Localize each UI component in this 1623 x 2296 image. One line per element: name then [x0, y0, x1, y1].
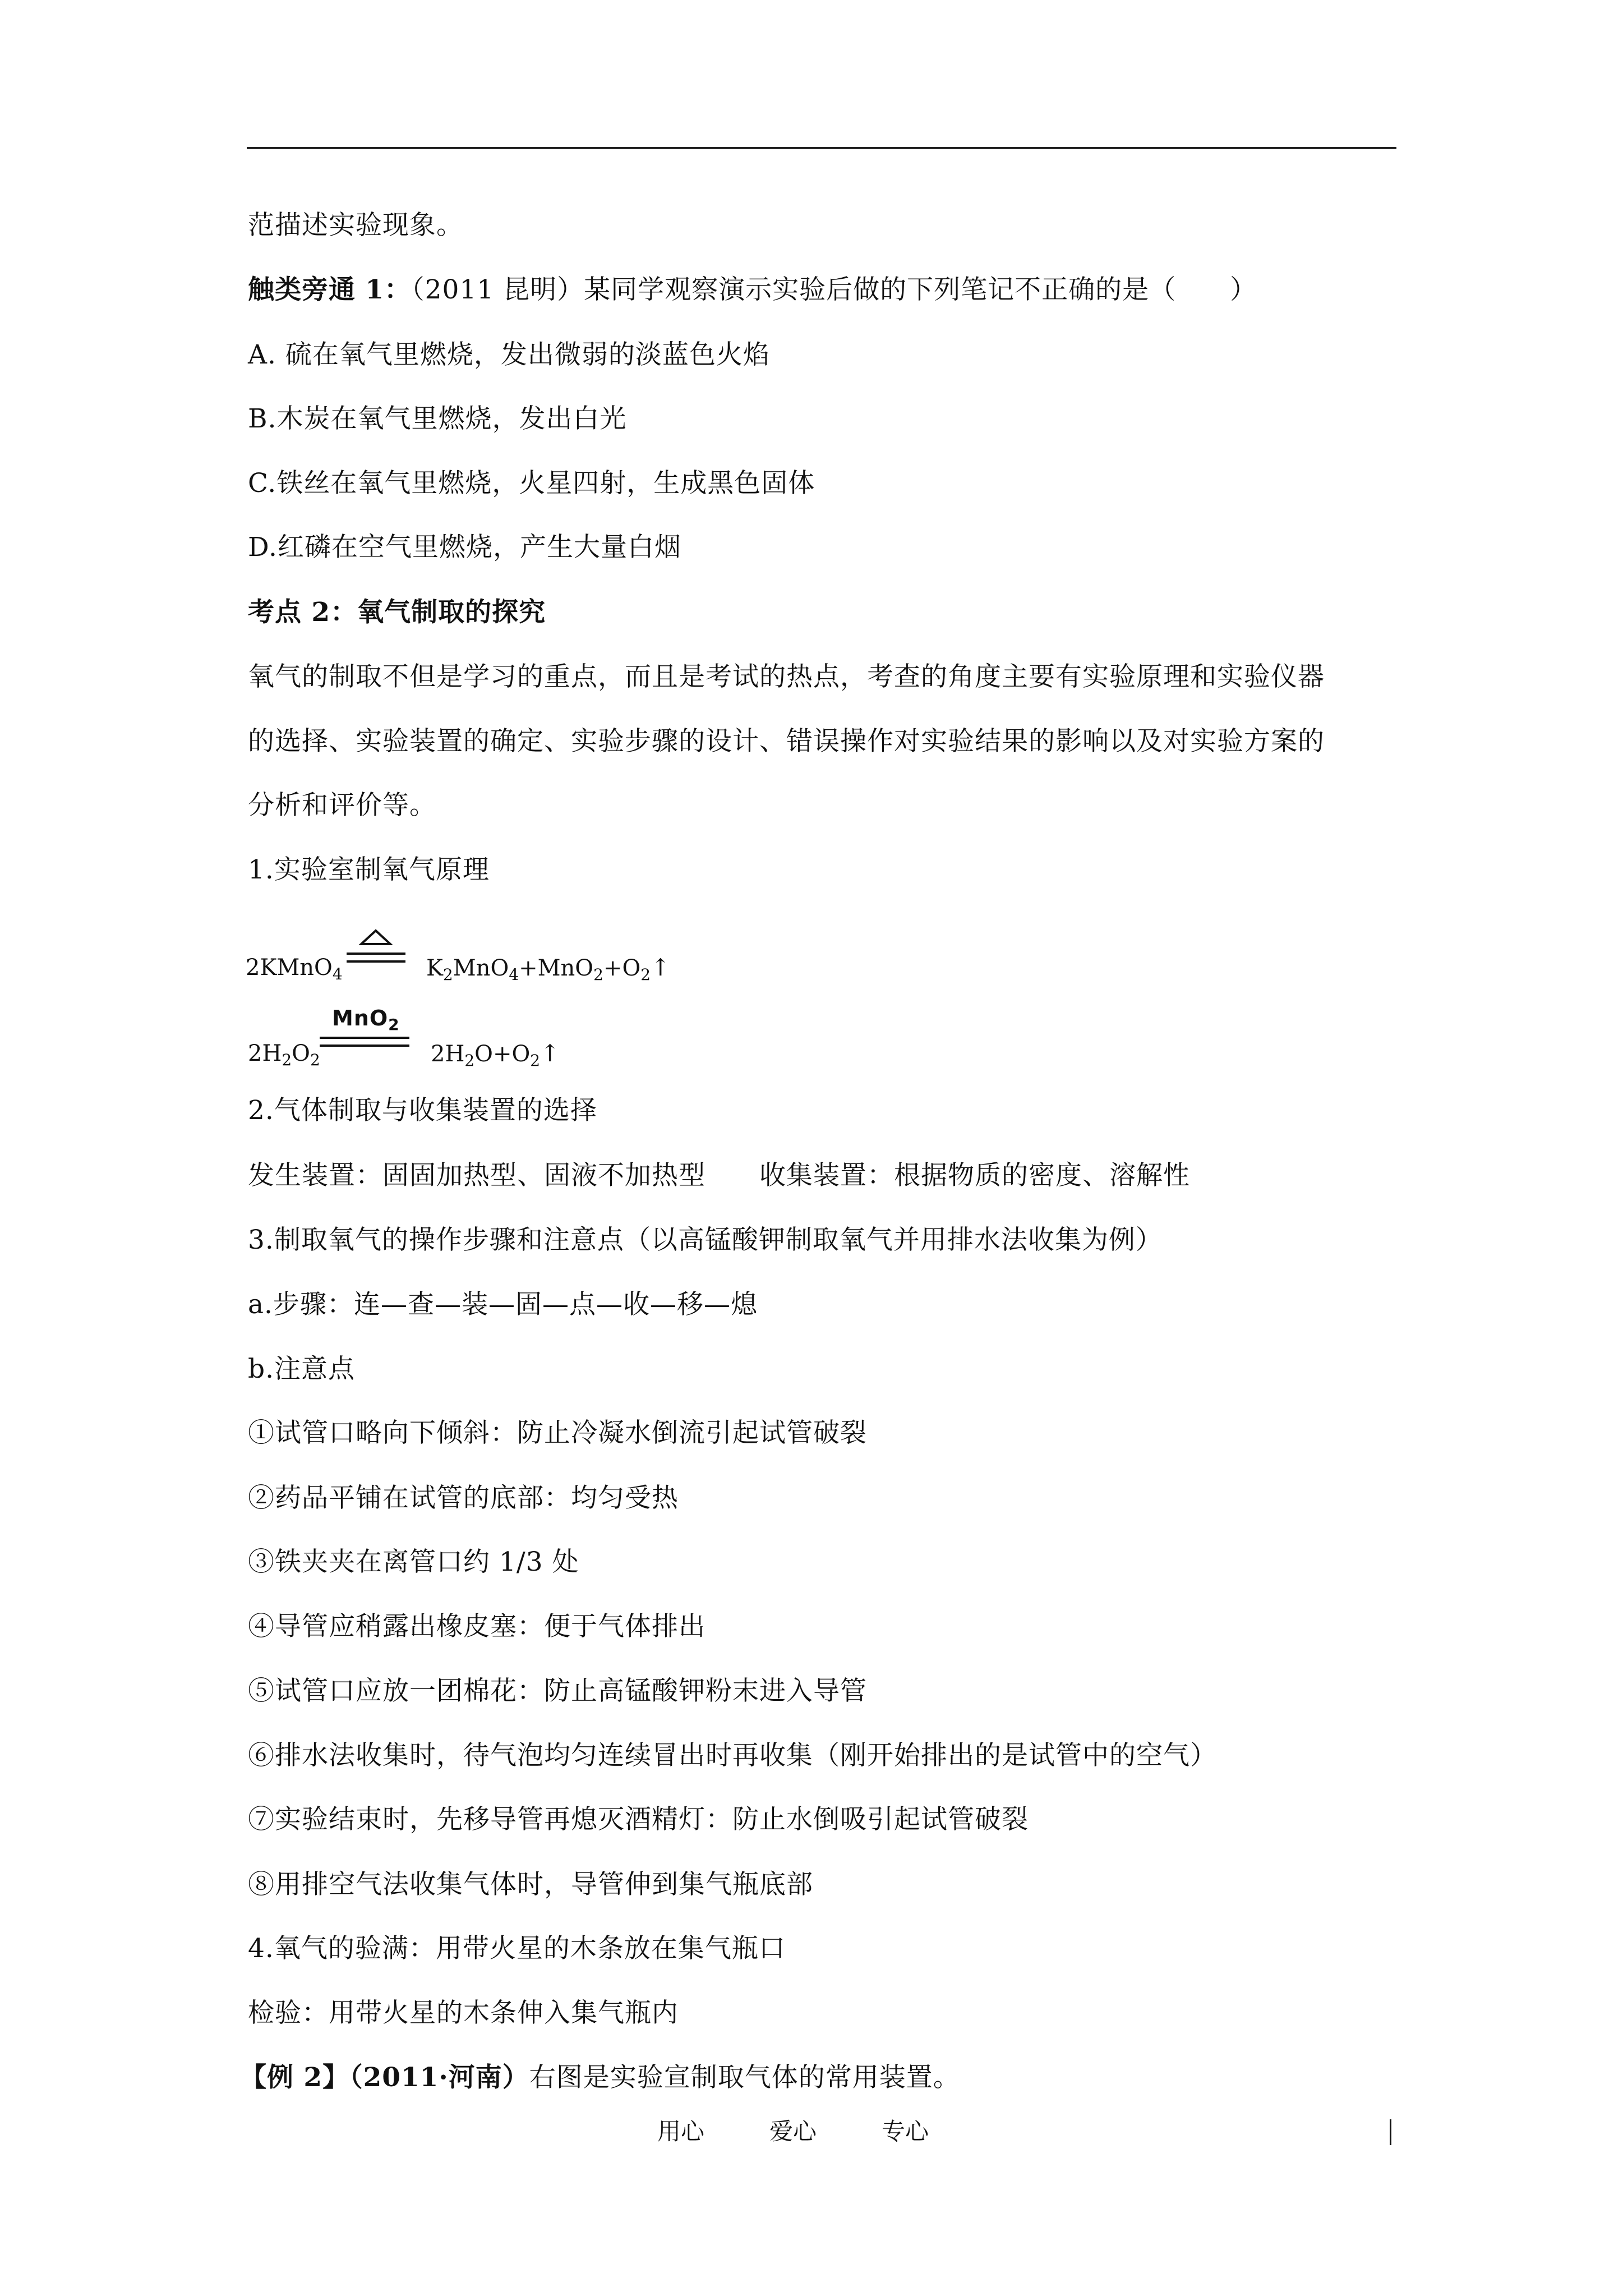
text-line: 范描述实验现象。 — [248, 210, 463, 241]
option-a: A. 硫在氧气里燃烧，发出微弱的淡蓝色火焰 — [248, 339, 770, 370]
list-item: ⑦实验结束时，先移导管再熄灭酒精灯：防止水倒吸引起试管破裂 — [248, 1804, 1029, 1835]
subheading: 3.制取氧气的操作步骤和注意点（以高锰酸钾制取氧气并用排水法收集为例） — [248, 1225, 1163, 1255]
option-c: C.铁丝在氧气里燃烧，火星四射，生成黑色固体 — [248, 468, 815, 499]
equals-line — [347, 960, 405, 963]
gas-up-arrow-icon: ↑ — [540, 1039, 560, 1067]
list-item: ①试管口略向下倾斜：防止冷凝水倒流引起试管破裂 — [248, 1418, 867, 1448]
section-heading: 考点 2：氧气制取的探究 — [248, 597, 546, 628]
equation-rhs: $2H_2O+O_2↑$ — [431, 1039, 560, 1070]
text-line: b.注意点 — [248, 1354, 356, 1384]
page-number-mark — [1390, 2119, 1391, 2145]
subheading: 1.实验室制氧气原理 — [248, 854, 490, 885]
list-item: ④导管应稍露出橡皮塞：便于气体排出 — [248, 1611, 706, 1642]
paragraph-line: 分析和评价等。 — [248, 790, 436, 821]
footer-text: 专心 — [882, 2118, 929, 2145]
example-text: 右图是实验宣制取气体的常用装置。 — [529, 2062, 960, 2093]
heat-triangle-icon — [359, 928, 393, 946]
exercise-question: （2011 昆明）某同学观察演示实验后做的下列笔记不正确的是（ ） — [411, 274, 1257, 305]
paragraph-line: 氧气的制取不但是学习的重点，而且是考试的热点，考查的角度主要有实验原理和实验仪器 — [248, 661, 1325, 692]
example-label: 【例 2】（2011·河南） — [240, 2062, 529, 2093]
example-heading — [240, 2061, 960, 2095]
gas-up-arrow-icon: ↑ — [651, 954, 671, 981]
equals-line — [320, 1045, 409, 1047]
catalyst-label: MnO$_2$ — [332, 1006, 400, 1034]
list-item: ⑧用排空气法收集气体时，导管伸到集气瓶底部 — [248, 1869, 813, 1900]
option-b: B.木炭在氧气里燃烧，发出白光 — [248, 403, 627, 434]
text-line: 发生装置：固固加热型、固液不加热型 收集装置：根据物质的密度、溶解性 — [248, 1160, 1190, 1191]
equals-line — [347, 953, 405, 955]
equation-lhs: $2H_2O_2$ — [248, 1041, 320, 1069]
equation-rhs: $K_2MnO_4+MnO_2+O_2↑$ — [426, 954, 671, 984]
text-line: a.步骤：连—查—装—固—点—收—移—熄 — [248, 1289, 758, 1320]
text-line: 检验：用带火星的木条伸入集气瓶内 — [248, 1998, 679, 2028]
paragraph-line: 的选择、实验装置的确定、实验步骤的设计、错误操作对实验结果的影响以及对实验方案的 — [248, 726, 1325, 757]
list-item: ⑥排水法收集时，待气泡均匀连续冒出时再收集（刚开始排出的是试管中的空气） — [248, 1740, 1217, 1771]
footer-text: 爱心 — [769, 2118, 817, 2145]
subheading: 2.气体制取与收集装置的选择 — [248, 1095, 597, 1126]
text-line: 4.氧气的验满：用带火星的木条放在集气瓶口 — [248, 1933, 786, 1964]
header-rule — [247, 147, 1396, 149]
list-item: ②药品平铺在试管的底部：均匀受热 — [248, 1483, 679, 1513]
exercise-label: 触类旁通 1： — [248, 274, 412, 305]
exercise-heading — [248, 273, 1257, 307]
option-d: D.红磷在空气里燃烧，产生大量白烟 — [248, 532, 681, 563]
list-item: ⑤试管口应放一团棉花：防止高锰酸钾粉末进入导管 — [248, 1676, 867, 1706]
equation-lhs: 2KMnO$_4$ — [246, 955, 343, 983]
footer-text: 用心 — [657, 2118, 705, 2145]
list-item: ③铁夹夹在离管口约 1/3 处 — [248, 1547, 579, 1577]
equals-line — [320, 1037, 409, 1039]
